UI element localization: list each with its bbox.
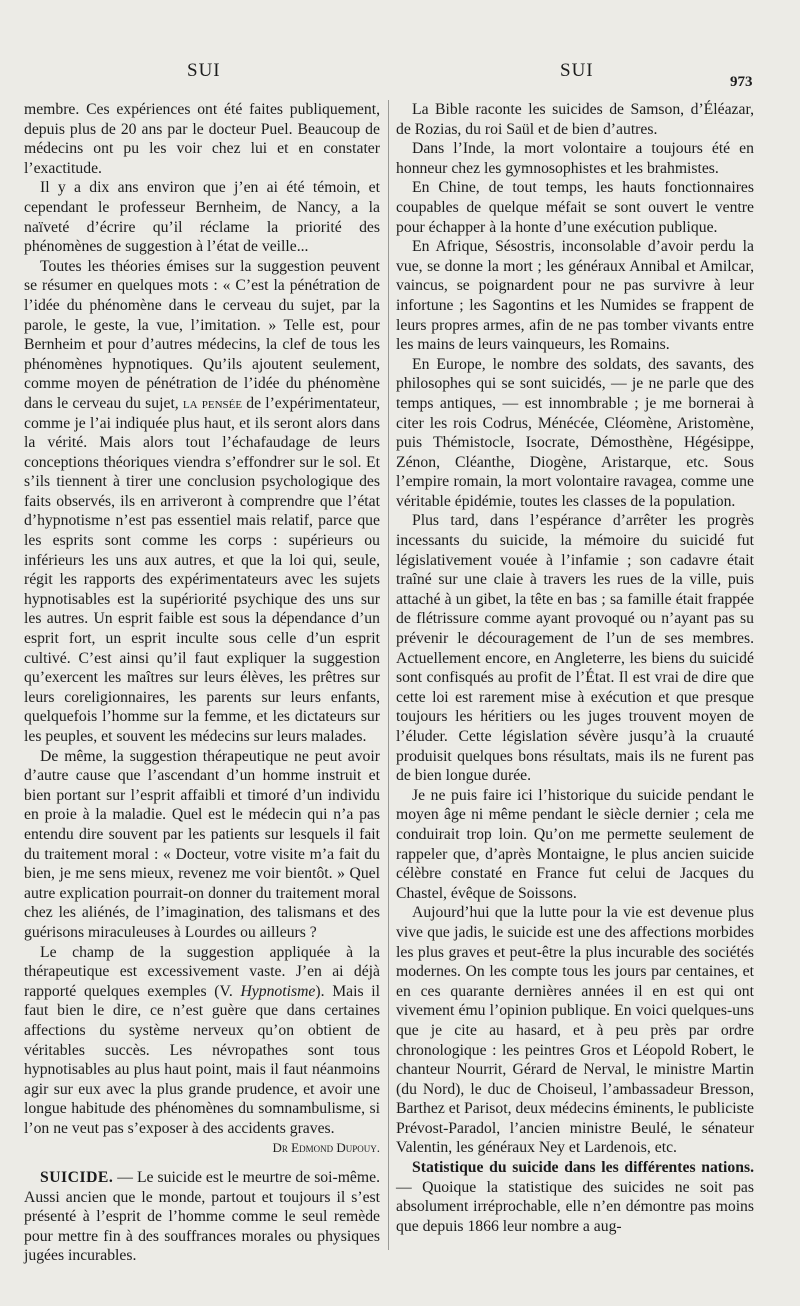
entry-headword: SUICIDE.: [40, 1169, 114, 1187]
paragraph: Il y a dix ans environ que j’en ai été témoin, et cependant le professeur Bernheim, de Nancy, a la naïveté d’écrire qu’il réclame la priorité des phénomènes de suggestion à l’état de veille...: [24, 179, 380, 256]
paragraph: En Afrique, Sésostris, inconsolable d’avoir perdu la vue, se donne la mort ; les généraux Annibal et Amilcar, vaincus, se poignardent pour ne pas survivre à leur infortune ; les Sagontins et les Numides se frappent de leurs propres armes, afin de ne pas tomber vivants entre les mains de leurs vainqueurs, les Romains.: [396, 238, 754, 354]
paragraph: Dans l’Inde, la mort volontaire a toujours été en honneur chez les gymnosophistes et les brahmistes.: [396, 140, 754, 177]
small-caps-term: la pensée: [182, 394, 243, 412]
paragraph: [24, 257, 380, 747]
paragraph: En Europe, le nombre des soldats, des savants, des philosophes qui se sont suicidés, — je ne parle que des temps antiques, — est innombrable ; je me bornerai à citer les rois Codrus, Ménécée, Cléomène, Aristomène, puis Thémistocle, Isocrate, Démosthène, Hégésippe, Zénon, Cléanthe, Diogène, Aristarque, etc. Sous l’empire romain, la mort volontaire ravagea, comme une véritable épidémie, toutes les classes de la population.: [396, 355, 754, 510]
page-number: 973: [730, 74, 753, 90]
right-column: [396, 100, 754, 1236]
section-heading: Statistique du suicide dans les différentes nations.: [412, 1159, 754, 1177]
running-head-right: SUI: [560, 60, 594, 81]
text-run: Toutes les théories émises sur la suggestion peuvent se résumer en quelques mots : « C’est la pénétration de l’idée du phénomène dans le cerveau du sujet, par la parole, le geste, la vue, l’imitation. » Telle est, pour Bernheim et pour d’autres médecins, la clef de tous les phénomènes hypnotiques. Qu’ils ajoutent seulement, comme moyen de pénétration de l’idée du phénomène dans le cerveau du sujet,: [24, 257, 380, 412]
paragraph: En Chine, de tout temps, les hauts fonctionnaires coupables de quelque méfait se sont ouvert le ventre pour échapper à la honte d’une exécution publique.: [396, 179, 754, 236]
entry-definition: — Le suicide est le meurtre de soi-même. Aussi ancien que le monde, partout et toujours il s’est présenté à l’esprit de l’homme comme le seul remède pour mettre fin à des souffrances morales ou physiques jugées incurables.: [24, 1169, 380, 1265]
text-run: ). Mais il faut bien le dire, ce n’est guère que dans certaines affections du système nerveux qu’on obtient de véritables succès. Les névropathes sont tous hypnotisables au plus haut point, mais il faut néanmoins agir sur eux avec la plus grande prudence, et avoir une longue habitude des phénomènes du somnambulisme, si l’on ne veut pas s’exposer à des accidents graves.: [24, 982, 380, 1137]
column-divider: [388, 100, 389, 1250]
paragraph: [24, 943, 380, 1159]
entry-suicide: [24, 1168, 380, 1266]
text-run: — Quoique la statistique des suicides ne soit pas absolument irréprochable, elle n’en démontre pas moins que depuis 1866 leur nombre a aug-: [396, 1178, 754, 1235]
text-run: de l’expérimentateur, comme je l’ai indiquée plus haut, et ils seront alors dans la vérité. Mais alors tout l’échafaudage de leurs conceptions théoriques viendra s’effondrer sur le sol. Et s’ils tiennent à tirer une conclusion psychologique des faits observés, ils en arriveront à comprendre que l’état d’hypnotisme n’est pas essentiel mais relatif, parce que les esprits sont comme les corps : supérieurs ou inférieurs les uns aux autres, et que la loi qui, seule, régit les rapports des expérimentateurs avec les sujets hypnotisables est la supériorité psychique des uns sur les autres. Un esprit faible est sous la dépendance d’un esprit fort, un esprit inculte sous celle d’un esprit cultivé. C’est ainsi qu’il faut expliquer la suggestion qu’exercent les maîtres sur leurs élèves, les prêtres sur leurs coreligionnaires, les parents sur leurs enfants, quelquefois l’homme sur la femme, et les dictateurs sur les peuples, et souvent les médecins sur leurs malades.: [24, 394, 381, 745]
paragraph: Aujourd’hui que la lutte pour la vie est devenue plus vive que jadis, le suicide est une des affections morbides les plus graves et peut-être la plus incurable des sociétés modernes. On les compte tous les jours par centaines, et en ces quarante dernières années il en est qui ont vivement ému l’opinion publique. En voici quelques-uns que je cite au hasard, et à peu près par ordre chronologique : les peintres Gros et Léopold Robert, le chanteur Nourrit, Gérard de Nerval, le ministre Martin (du Nord), le duc de Choiseul, l’ambassadeur Bresson, Barthez et Parisot, deux médecins éminents, le publiciste Prévost-Paradol, l’ancien ministre Beulé, le sénateur Valentin, les généraux Ney et Lardenois, etc.: [396, 904, 754, 1157]
paragraph: La Bible raconte les suicides de Samson, d’Éléazar, de Rozias, du roi Saül et de bien d’autres.: [396, 101, 754, 138]
paragraph: Je ne puis faire ici l’historique du suicide pendant le moyen âge ni même pendant le siècle dernier ; cela me conduirait trop loin. Qu’on me permette seulement de rappeler que, d’après Montaigne, le plus ancien suicide célèbre constaté en France fut celui de Jacques du Chastel, évêque de Soissons.: [396, 786, 754, 902]
left-column: [24, 100, 380, 1266]
paragraph: Plus tard, dans l’espérance d’arrêter les progrès incessants du suicide, la mémoire du suicidé fut législativement vouée à l’infamie ; son cadavre était traîné sur une claie à travers les rues de la ville, puis attaché à un gibet, la tête en bas ; sa famille était frappée de flétrissure comme ayant provoqué ou n’ayant pas su prévenir le découragement de l’un de ses membres. Actuellement encore, en Angleterre, les biens du suicidé sont confisqués au profit de l’État. Il est vrai de dire que cette loi est rarement mise à exécution et que presque toujours les héritiers ou les juges trouvent moyen de l’éluder. Cette législation sévère jusqu’à la cruauté produisit quelques bons résultats, mais ils ne furent pas de bien longue durée.: [396, 512, 754, 785]
paragraph: [396, 1158, 754, 1236]
italic-term: Hypnotisme: [240, 982, 316, 1000]
paragraph: membre. Ces expériences ont été faites publiquement, depuis plus de 20 ans par le docteur Puel. Beaucoup de médecins ont pu les voir chez lui et en constater l’exactitude.: [24, 101, 380, 177]
author-signature: Dr Edmond Dupouy.: [272, 1140, 380, 1156]
running-head-left: SUI: [187, 60, 221, 81]
paragraph: De même, la suggestion thérapeutique ne peut avoir d’autre cause que l’ascendant d’un homme instruit et bien portant sur l’esprit affaibli et timoré d’un individu en proie à la maladie. Quel est le médecin qui n’a pas entendu dire souvent par les patients sur lesquels il fait du traitement moral : « Docteur, votre visite m’a fait du bien, je me sens mieux, revenez me voir bientôt. » Quel autre explication pourrait-on donner du traitement moral chez les aliénés, de l’imagination, des talismans et des guérisons miraculeuses à Lourdes ou ailleurs ?: [24, 747, 380, 941]
text-run: Le champ de la suggestion appliquée à la thérapeutique est excessivement vaste. J’en ai déjà rapporté quelques exemples (V.: [24, 943, 380, 1000]
